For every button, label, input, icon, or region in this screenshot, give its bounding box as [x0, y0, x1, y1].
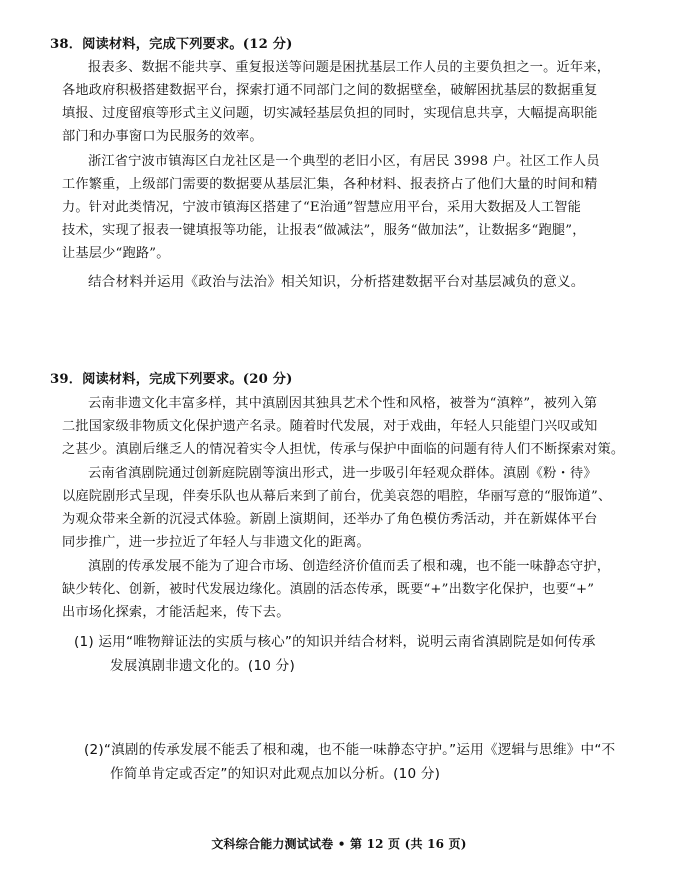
- q39-p3-line: 滇剧的传承发展不能为了迎合市场、创造经济价值而丢了根和魂，也不能一味静态守护，: [88, 559, 611, 574]
- q39-title: 39．阅读材料，完成下列要求。(20 分): [50, 372, 293, 387]
- q39-p1-line: 云南非遗文化丰富多样，其中滇剧因其独具艺术个性和风格，被誉为“滇粹”，被列入第: [88, 396, 598, 411]
- q38-p2-line: 浙江省宁波市镇海区白龙社区是一个典型的老旧小区，有居民 3998 户。社区工作人员: [88, 154, 600, 169]
- q38-p2-line: 让基层少“跑路”。: [62, 246, 170, 261]
- q39-p3-line: 出市场化探索，才能活起来，传下去。: [62, 605, 290, 620]
- q39-sub2-line: (2)“滇剧的传承发展不能丢了根和魂，也不能一味静态守护。”运用《逻辑与思维》中“不: [84, 742, 616, 758]
- q38-title: 38．阅读材料，完成下列要求。(12 分): [50, 37, 293, 52]
- q39-p2-line: 以庭院剧形式呈现，伴奏乐队也从幕后来到了前台，优美哀怨的唱腔，华丽写意的“服饰道”、: [62, 489, 612, 504]
- q39-p1-line: 二批国家级非物质文化保护遗产名录。随着时代发展，对于戏曲，年轻人只能望门兴叹或知: [62, 419, 598, 434]
- q38-p1-line: 报表多、数据不能共享、重复报送等问题是困扰基层工作人员的主要负担之一。近年来，: [88, 60, 611, 75]
- q38-p2-line: 力。针对此类情况，宁波市镇海区搭建了“E治通”智慧应用平台，采用大数据及人工智能: [62, 200, 582, 215]
- q38-p1-line: 填报、过度留痕等形式主义问题，切实减轻基层负担的同时，实现信息共享，大幅提高职能: [62, 106, 598, 121]
- q39-sub2-line: 作简单肯定或否定”的知识对此观点加以分析。(10 分): [110, 766, 441, 782]
- q38-p1-line: 各地政府积极搭建数据平台，探索打通不同部门之间的数据壁垒，破解困扰基层的数据重复: [62, 83, 598, 98]
- q39-sub1-line: 发展滇剧非遗文化的。(10 分): [110, 658, 295, 674]
- q39-p3-line: 缺少转化、创新，被时代发展边缘化。滇剧的活态传承，既要“+”出数字化保护，也要“+”: [62, 582, 595, 597]
- q39-p2-line: 同步推广，进一步拉近了年轻人与非遗文化的距离。: [62, 535, 370, 550]
- q39-p2-line: 为观众带来全新的沉浸式体验。新剧上演期间，还举办了角色模仿秀活动，并在新媒体平台: [62, 512, 598, 527]
- q39-sub1-line: (1) 运用“唯物辩证法的实质与核心”的知识并结合材料，说明云南省滇剧院是如何传承: [74, 634, 596, 650]
- page-footer: 文科综合能力测试试卷 • 第 12 页 (共 16 页): [211, 837, 467, 851]
- q38-p1-line: 部门和办事窗口为民服务的效率。: [62, 129, 263, 144]
- q38-p2-line: 技术，实现了报表一键填报等功能，让报表“做减法”，服务“做加法”，让数据多“跑腿”，: [62, 223, 586, 238]
- q38-prompt: 结合材料并运用《政治与法治》相关知识，分析搭建数据平台对基层减负的意义。: [88, 274, 585, 290]
- q39-p2-line: 云南省滇剧院通过创新庭院剧等演出形式，进一步吸引年轻观众群体。滇剧《粉・待》: [88, 466, 597, 481]
- q39-p1-line: 之甚少。滇剧后继乏人的情况着实令人担忧，传承与保护中面临的问题有待人们不断探索对策。: [62, 442, 625, 457]
- q38-p2-line: 工作繁重，上级部门需要的数据要从基层汇集，各种材料、报表挤占了他们大量的时间和精: [62, 177, 598, 192]
